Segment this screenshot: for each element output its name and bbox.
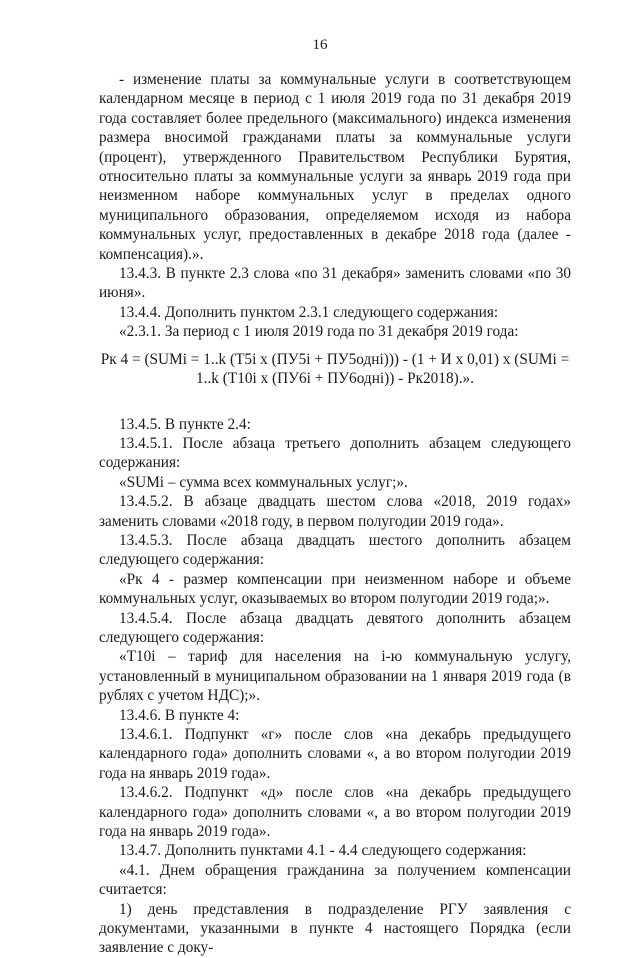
paragraph-13-4-5-2: 13.4.5.2. В абзаце двадцать шестом слова «2018, 2019 годах» заменить словами «2018 году, в первом полугодии 2019 года». xyxy=(99,493,571,530)
paragraph-13-4-6-2: 13.4.6.2. Подпункт «д» после слов «на декабрь предыдущего календарного года» дополнить словами «, а во втором полугодии 2019 года на январь 2019 года». xyxy=(99,784,571,841)
formula-line-1: Рк 4 = (SUMi = 1..k (T5i x (ПУ5i + ПУ5одні))) - (1 + И x 0,01) x (SUMi = xyxy=(100,350,570,368)
spacer xyxy=(99,389,571,415)
paragraph-13-4-7: 13.4.7. Дополнить пунктами 4.1 - 4.4 следующего содержания: xyxy=(119,842,527,860)
paragraph-compensation-definition: - изменение платы за коммунальные услуги в соответствующем календарном месяце в период с 1 июля 2019 года по 31 декабря 2019 года составляет более предельного (максимального) индекса изменения размера вносимой гражданами платы за коммунальные услуги (процент), утвержденного Правительством Республики Бурятия, относительно платы за коммунальные услуги за январь 2019 года при неизменном наборе коммунальных услуг в пределах одного муниципального образования, определяемом исходя из набора коммунальных услуг, предоставленных в декабре 2018 года (далее - компенсация).». xyxy=(99,71,571,263)
formula-line-2: 1..k (T10i x (ПУ6i + ПУ6одні)) - Рк2018).». xyxy=(195,370,474,388)
paragraph-13-4-6: 13.4.6. В пункте 4: xyxy=(119,706,240,724)
paragraph-13-4-3: 13.4.3. В пункте 2.3 слова «по 31 декабря» заменить словами «по 30 июня». xyxy=(99,265,571,302)
paragraph-2-3-1: «2.3.1. За период с 1 июля 2019 года по 31 декабря 2019 года: xyxy=(119,323,519,341)
page-number: 16 xyxy=(312,37,328,53)
paragraph-13-4-4: 13.4.4. Дополнить пунктом 2.3.1 следующего содержания: xyxy=(119,303,499,321)
paragraph-t10i-definition: «T10i – тариф для населения на i-ю коммунальную услугу, установленный в муниципальном образовании на 1 января 2019 года (в рублях с учетом НДС);». xyxy=(99,648,571,705)
paragraph-13-4-5-3: 13.4.5.3. После абзаца двадцать шестого дополнить абзацем следующего содержания: xyxy=(99,531,571,569)
paragraph-13-4-5: 13.4.5. В пункте 2.4: xyxy=(119,415,251,433)
paragraph-4-1: «4.1. Днем обращения гражданина за получением компенсации считается: xyxy=(99,861,571,899)
paragraph-13-4-5-4: 13.4.5.4. После абзаца двадцать девятого дополнить абзацем следующего содержания: xyxy=(99,609,571,646)
paragraph-rk4-definition: «Рк 4 - размер компенсации при неизменном наборе и объеме коммунальных услуг, оказываемых во втором полугодии 2019 года;». xyxy=(99,570,571,608)
paragraph-13-4-6-1: 13.4.6.1. Подпункт «г» после слов «на декабрь предыдущего календарного года» дополнить словами «, а во втором полугодии 2019 года на январь 2019 года». xyxy=(99,726,571,782)
paragraph-sumi-definition: «SUMi – сумма всех коммунальных услуг;». xyxy=(119,473,408,491)
spacer xyxy=(99,342,571,350)
paragraph-13-4-5-1: 13.4.5.1. После абзаца третьего дополнить абзацем следующего содержания: xyxy=(99,434,571,472)
document-body xyxy=(99,70,571,958)
paragraph-4-1-item-1: 1) день представления в подразделение РГУ заявления с документами, указанными в пункте 4 настоящего Порядка (если заявление с доку- xyxy=(99,900,571,957)
